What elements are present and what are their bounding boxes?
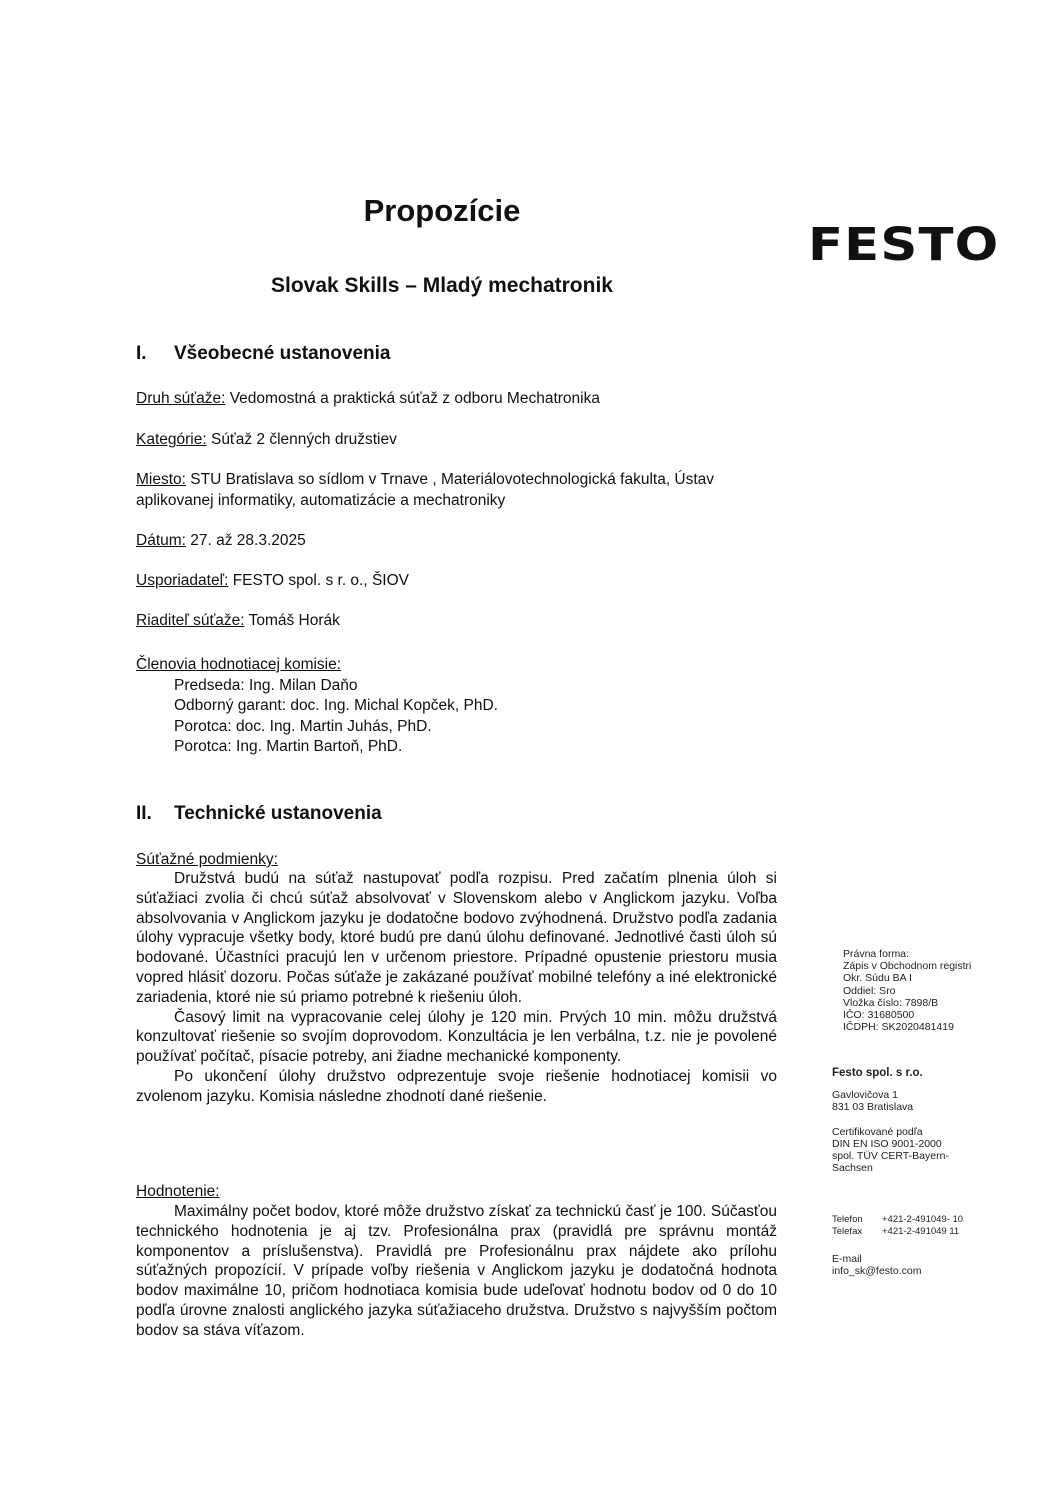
druh-sutaze-line [136, 389, 781, 410]
hodnotenie-label: Hodnotenie: [136, 1183, 220, 1200]
miesto-line [136, 470, 781, 511]
festo-logo: FESTO [808, 218, 1000, 271]
legal-line: IČDPH: SK2020481419 [843, 1021, 954, 1034]
section-1-number: I. [136, 343, 147, 364]
komisia-member: Predseda: Ing. Milan Daňo [174, 676, 358, 694]
podmienky-paragraph: Časový limit na vypracovanie celej úlohy je 120 min. Prvých 10 min. môžu družstvá konzultovať riešenie so svojím doprovodom. Konzultácia je len verbálna, t.z. nie je povolené používať počítač, písacie potreby, ani žiadne mechanické komponenty. [136, 1008, 777, 1066]
telefax-row [832, 1226, 1002, 1238]
telefax-label: Telefax [832, 1226, 863, 1238]
page-subtitle: Slovak Skills – Mladý mechatronik [271, 274, 613, 297]
miesto-value-2: aplikovanej informatiky, automatizácie a mechatroniky [136, 491, 506, 509]
usporiadatel-label: Usporiadateľ: [136, 572, 229, 589]
cert-line: Sachsen [832, 1162, 873, 1175]
section-2-heading [136, 803, 382, 825]
company-info [832, 1067, 1002, 1174]
cert-line: spol. TÜV CERT-Bayern- [832, 1150, 949, 1163]
company-name: Festo spol. s r.o. [832, 1067, 923, 1079]
email-label: E-mail [832, 1253, 862, 1265]
email-info [832, 1253, 1002, 1277]
datum-value: 27. až 28.3.2025 [185, 532, 306, 549]
legal-line: Právna forma: [843, 948, 909, 960]
podmienky-text [136, 869, 777, 1107]
telefon-value: +421-2-491049- 10 [882, 1214, 964, 1225]
usporiadatel-line [136, 571, 781, 592]
komisia-label: Členovia hodnotiacej komisie: [136, 656, 342, 673]
podmienky-paragraph: Po ukončení úlohy družstvo odprezentuje svoje riešenie hodnotiacej komisii vo zvolenom jazyku. Komisia následne zhodnotí dané riešenie. [136, 1067, 777, 1105]
cert-line: Certifikované podľa [832, 1125, 923, 1138]
section-2-title: Technické ustanovenia [174, 803, 382, 824]
telefax-value: +421-2-491049 11 [882, 1226, 960, 1238]
email-value: info_sk@festo.com [832, 1265, 922, 1278]
legal-line: IČO: 31680500 [843, 1009, 915, 1022]
hodnotenie-text [136, 1202, 777, 1341]
telefon-row [832, 1214, 1002, 1226]
address-line: Gavlovičova 1 [832, 1089, 898, 1102]
druh-sutaze-label: Druh súťaže: [136, 390, 226, 407]
address-line: 831 03 Bratislava [832, 1101, 914, 1114]
legal-line: Okr. Súdu BA I [843, 972, 912, 985]
legal-info [843, 948, 1013, 1033]
miesto-value-1: STU Bratislava so sídlom v Trnave , Materiálovotechnologická fakulta, Ústav [185, 471, 715, 488]
komisia-block [136, 655, 781, 758]
riaditel-value: Tomáš Horák [244, 612, 340, 629]
section-1-heading [136, 343, 390, 365]
page-title: Propozície [363, 193, 521, 228]
legal-line: Vložka číslo: 7898/B [843, 996, 939, 1009]
riaditel-label: Riaditeľ súťaže: [136, 612, 245, 629]
datum-line [136, 531, 781, 552]
kategorie-label: Kategórie: [136, 431, 207, 448]
hodnotenie-paragraph: Maximálny počet bodov, ktoré môže družstvo získať za technickú časť je 100. Súčasťou technického hodnotenia je aj tzv. Profesionálna prax (pravidlá pre správnu montáž komponentov a príslušenstva). Pravidlá pre Profesionálnu prax nájdete ako prílohu súťažných propozícií. V prípade voľby riešenia v Anglickom jazyku je dodatočná hodnota bodov maximálne 10, pričom hodnotiaca komisia bude udeľovať hodnotu bodov od 0 do 10 podľa úrovne znalosti anglického jazyka súťažiaceho družstva. Družstvo s najvyšším počtom bodov sa stáva víťazom. [136, 1203, 777, 1339]
riaditel-line [136, 611, 781, 632]
kategorie-line [136, 430, 781, 451]
druh-sutaze-value: Vedomostná a praktická súťaž z odboru Mechatronika [225, 390, 600, 407]
telefon-label: Telefon [832, 1214, 863, 1225]
komisia-member: Odborný garant: doc. Ing. Michal Kopček, PhD. [174, 697, 498, 714]
cert-line: DIN EN ISO 9001-2000 [832, 1137, 942, 1150]
datum-label: Dátum: [136, 532, 186, 549]
miesto-label: Miesto: [136, 471, 186, 488]
legal-line: Zápis v Obchodnom registri [843, 960, 972, 973]
section-2-number: II. [136, 803, 152, 824]
usporiadatel-value: FESTO spol. s r. o., ŠIOV [228, 572, 410, 589]
komisia-member: Porotca: doc. Ing. Martin Juhás, PhD. [174, 717, 432, 735]
section-1-title: Všeobecné ustanovenia [174, 343, 391, 364]
komisia-member: Porotca: Ing. Martin Bartoň, PhD. [174, 738, 403, 755]
podmienky-label: Súťažné podmienky: [136, 851, 278, 868]
contact-info [832, 1214, 1002, 1238]
kategorie-value: Súťaž 2 členných družstiev [206, 431, 397, 448]
podmienky-paragraph: Družstvá budú na súťaž nastupovať podľa rozpisu. Pred začatím plnenia úloh si súťažiaci zvolia či chcú súťaž absolvovať v Slovenskom alebo v Anglickom jazyku. Voľba absolvovania v Anglickom jazyku je dodatočne bodovo zvýhodnená. Družstvo podľa zadania úlohy vypracuje všetky body, ktoré budú pre danú úlohu definované. Jednotlivé časti úloh sú bodované. Účastníci pracujú len v určenom priestore. Prípadné opustenie priestoru musia vopred hlásiť dozoru. Počas súťaže je zakázané používať mobilné telefóny a iné elektronické zariadenia, ktoré nie sú priamo potrebné k riešeniu úloh. [136, 870, 777, 1006]
legal-line: Oddiel: Sro [843, 984, 896, 997]
